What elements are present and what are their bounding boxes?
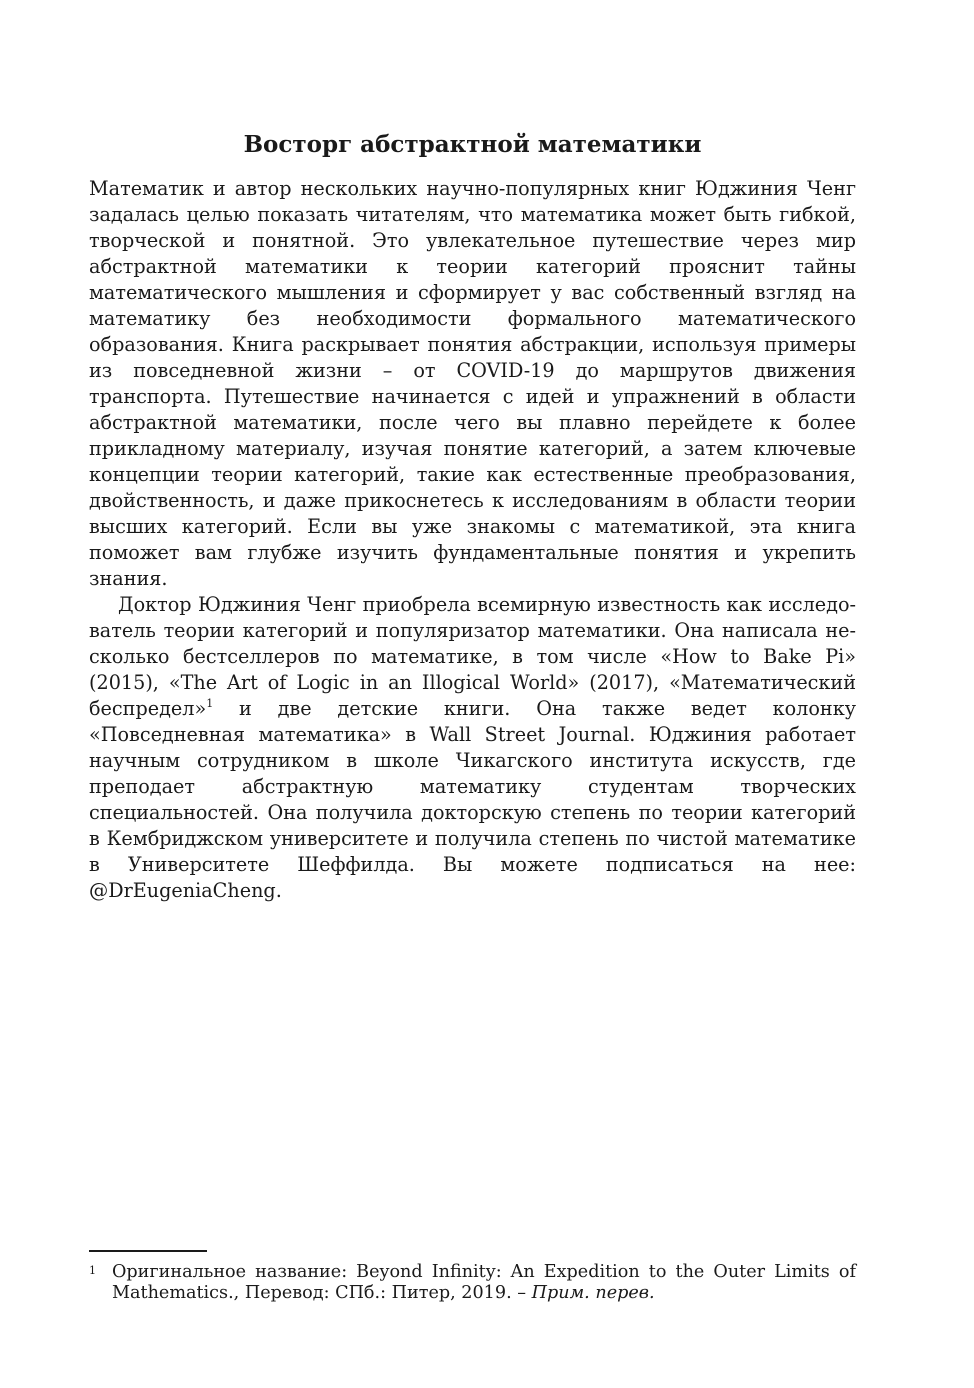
paragraph-2	[89, 592, 856, 904]
paragraph-2-part-1: Доктор Юджиния Ченг приобрела всемирную известность как исследователь теории категорий и популяризатор математики. Она написала несколько бестселлеров по математике, в том числе «How to Bake Pi» (2015), «The Art of Logic in an Illogical World» (2017), «Математический беспредел»	[89, 593, 856, 720]
footnote-text-block	[112, 1262, 856, 1304]
footnote-separator	[89, 1250, 207, 1252]
paragraph-2-part-2: и две детские книги. Она также ведет колонку «Повседневная математика» в Wall Street Journal. Юджиния работает научным сотрудником в школе Чикагского института искусств, где преподает абстрактную математику студентам творческих специальностей. Она получила докторскую степень по теории категорий в Кембриджском университете и получила степень по чистой математике в Университете Шеффилда. Вы можете подписаться на нее: @DrEugeniaCheng.	[89, 697, 856, 902]
footnote-note: Прим. перев.	[531, 1283, 655, 1303]
body-text	[89, 176, 856, 904]
footnote-number: 1	[89, 1264, 96, 1277]
paragraph-1: Математик и автор нескольких научно-популярных книг Юджиния Ченг задалась целью показать читателям, что математика может быть гибкой, творческой и понятной. Это увлекательное путешествие через мир абстрактной математики к теории категорий прояснит тайны математического мышления и сформирует у вас собственный взгляд на математику без необходимости формального математического образования. Книга раскрывает понятия абстракции, используя примеры из повседневной жизни – от COVID-19 до маршрутов движения транспорта. Путешествие начинается с идей и упражнений в области абстрактной математики, после чего вы плавно перейдете к более прикладному материалу, изучая понятие категорий, а затем ключевые концепции теории категорий, такие как естественные преобразования, двойственность, и даже прикоснетесь к исследованиям в области теории высших категорий. Если вы уже знакомы с математикой, эта книга поможет вам глубже изучить фундаментальные понятия и укрепить знания.	[89, 177, 856, 590]
footnote-text: Оригинальное название: Beyond Infinity: An Expedition to the Outer Limits of Mathematics., Перевод: СПб.: Питер, 2019. –	[112, 1262, 856, 1303]
footnote-reference: 1	[206, 697, 214, 710]
footnote	[89, 1262, 856, 1304]
page-title: Восторг абстрактной математики	[243, 131, 702, 158]
book-page	[89, 0, 856, 1388]
